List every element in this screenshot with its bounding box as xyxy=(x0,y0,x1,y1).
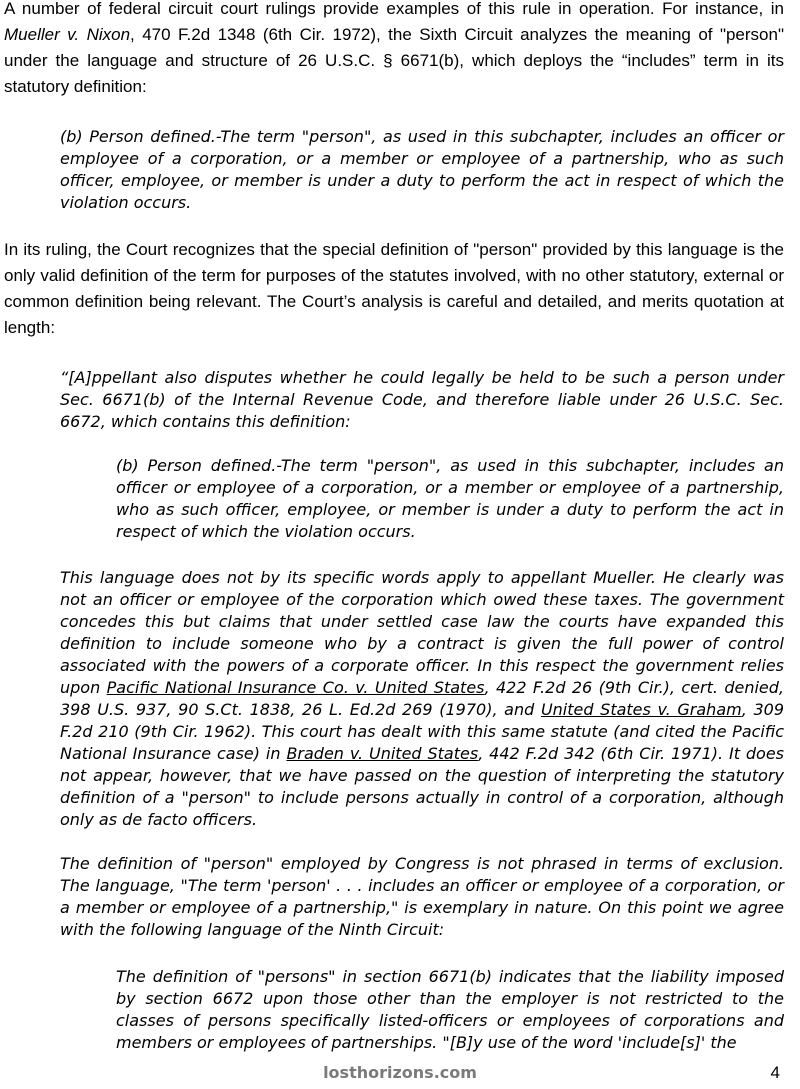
case-link-pacific-national[interactable]: Pacific National Insurance Co. v. United States xyxy=(106,678,485,697)
case-link-graham[interactable]: United States v. Graham xyxy=(540,700,742,719)
ruling-paragraph: In its ruling, the Court recognizes that the special definition of "person" provided by this language is the only valid definition of the term for purposes of the statutes involved, with no other statutory, external or common definition being relevant. The Court’s analysis is careful and detailed, and merits quotation at length: xyxy=(4,240,784,337)
analysis-text-a: This language does not by its specific words apply to appellant Mueller. He clearly was not an officer or employee of the corporation which owed these taxes. The government concedes this but claims that under settled case law the courts have expanded this definition to include someone who by a contract is given the full power of control associated with the powers of a corporate officer. In this respect the government relies upon xyxy=(60,568,784,697)
nested-statute-quote: (b) Person defined.-The term "person", as used in this subchapter, includes an officer or employee of a corporation, or a member or employee of a partnership, who as such officer, employee, or member is under a duty to perform the act in respect of which the violation occurs. xyxy=(116,456,784,541)
case-name-mueller: Mueller v. Nixon xyxy=(4,25,131,44)
analysis-text-c: , 309 F.2d 210 (9th Cir. 1962). This court has dealt with this same statute (and cited the Pacific National Insurance case) in xyxy=(60,700,784,763)
footer-site-name: losthorizons.com xyxy=(323,1063,477,1082)
case-link-braden[interactable]: Braden v. United States xyxy=(286,744,479,763)
court-quote-definition: The definition of "person" employed by Congress is not phrased in terms of exclusion. The language, "The term 'person' . . . includes an officer or employee of a corporation, or a member or employee of a partnership," is exemplary in nature. On this point we agree with the following language of the Ninth Circuit: xyxy=(60,854,784,939)
intro-text-start: A number of federal circuit court rulings provide examples of this rule in operation. For instance, in xyxy=(4,0,784,18)
ninth-circuit-quote: The definition of "persons" in section 6671(b) indicates that the liability imposed by section 6672 upon those other than the employer is not restricted to the classes of persons specifically listed-officers or employees of corporations and members or employees of partnerships. "[B]y use of the word 'include[s]' the xyxy=(116,967,784,1052)
intro-paragraph xyxy=(4,0,784,100)
statute-quote: (b) Person defined.-The term "person", as used in this subchapter, includes an officer or employee of a corporation, or a member or employee of a partnership, who as such officer, employee, or member is under a duty to perform the act in respect of which the violation occurs. xyxy=(60,127,784,212)
intro-text-end: , 470 F.2d 1348 (6th Cir. 1972), the Sixth Circuit analyzes the meaning of "person" under the language and structure of 26 U.S.C. § 6671(b), which deploys the “includes” term in its statutory definition: xyxy=(4,25,784,96)
court-quote-analysis xyxy=(60,567,784,831)
court-quote-intro: “[A]ppellant also disputes whether he could legally be held to be such a person under Sec. 6671(b) of the Internal Revenue Code, and therefore liable under 26 U.S.C. Sec. 6672, which contains this definition: xyxy=(60,368,784,431)
analysis-text-d: , 442 F.2d 342 (6th Cir. 1971). It does not appear, however, that we have passed on the question of interpreting the statutory definition of a "person" to include persons actually in control of a corporation, although only as de facto officers. xyxy=(60,744,785,829)
analysis-text-b: , 422 F.2d 26 (9th Cir.), cert. denied, 398 U.S. 937, 90 S.Ct. 1838, 26 L. Ed.2d 269 (1970), and xyxy=(60,678,785,719)
page-number: 4 xyxy=(770,1063,780,1082)
